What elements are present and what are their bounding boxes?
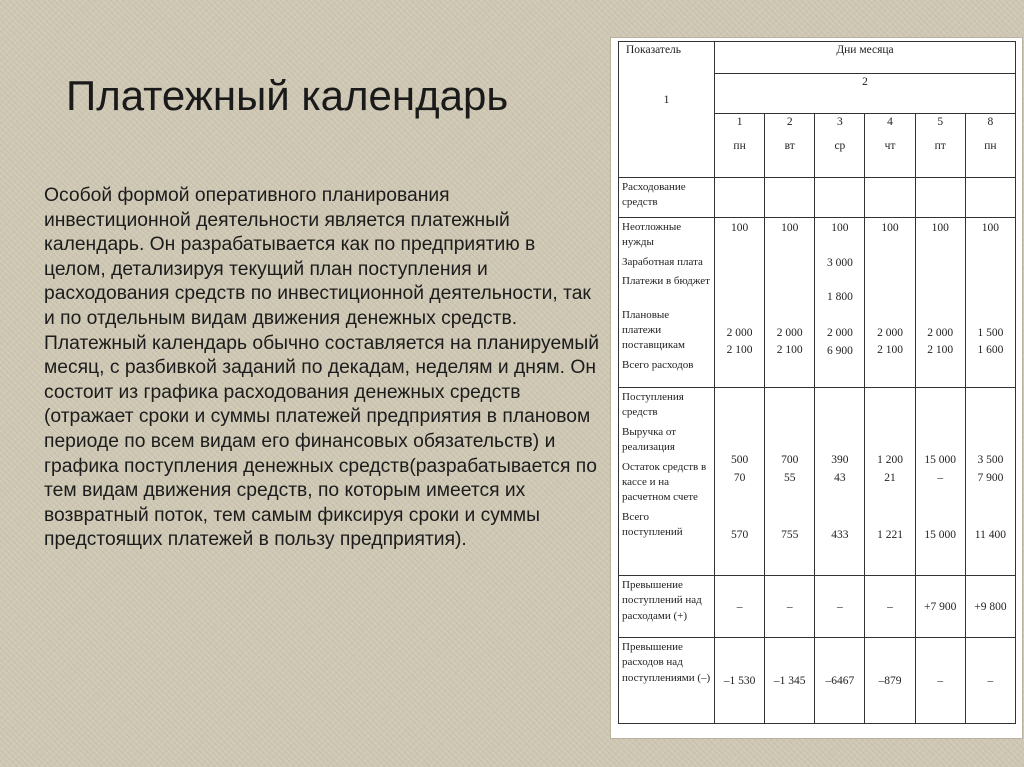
value: 2 000 [877, 326, 903, 339]
value: +9 800 [965, 576, 1015, 638]
value [868, 272, 911, 325]
value: 2 000 [927, 326, 954, 339]
column-number-1: 1 [663, 94, 670, 106]
excess-income-label: Превышение поступлений над расходами (+) [619, 576, 715, 638]
empty-cell [715, 178, 765, 218]
income-label: Остаток средств в кассе и на расчетном счете [622, 460, 707, 504]
income-label: Поступления средств [622, 391, 684, 419]
value: 2 000 [726, 326, 753, 339]
payment-calendar-table-image [611, 38, 1022, 738]
value [768, 238, 811, 255]
spend-values-day [815, 218, 865, 388]
value [868, 238, 911, 255]
income-values-day [915, 388, 965, 576]
day-header [965, 114, 1015, 178]
value: 15 000 [924, 454, 957, 466]
day-of-week: пт [934, 140, 946, 152]
value: 2 100 [726, 344, 753, 357]
spend-label: Плановые платежи поставщикам [622, 308, 685, 352]
value: 100 [981, 222, 1000, 234]
value [919, 255, 962, 272]
value: 100 [781, 222, 799, 234]
empty-cell [865, 178, 915, 218]
value: – [815, 576, 865, 638]
value: 100 [931, 222, 949, 234]
value: 1 500 [977, 326, 1004, 339]
value: 70 [733, 471, 746, 484]
excess-spend-row [619, 638, 1016, 724]
spend-label: Всего расходов [622, 358, 694, 371]
value: 100 [831, 222, 849, 234]
spend-values-day [765, 218, 815, 388]
value: 21 [884, 471, 896, 484]
day-number: 8 [987, 116, 994, 128]
spend-values-day [715, 218, 765, 388]
column-number-2: 2 [715, 74, 1016, 114]
day-of-week: пн [733, 140, 746, 152]
income-label: Всего поступлений [622, 510, 683, 539]
day-header [765, 114, 815, 178]
day-header [865, 114, 915, 178]
day-number: 5 [937, 116, 944, 128]
value: 1 221 [877, 529, 903, 542]
empty-cell [815, 178, 865, 218]
day-number: 3 [837, 116, 843, 128]
day-of-week: пн [984, 140, 997, 152]
value: –6467 [815, 638, 865, 724]
value: 2 100 [877, 344, 903, 357]
spend-block-row [619, 218, 1016, 388]
empty-cell [965, 178, 1015, 218]
value: 500 [730, 454, 749, 466]
days-of-month-header: Дни месяца [715, 42, 1016, 74]
income-values-day [715, 388, 765, 576]
income-values-day [815, 388, 865, 576]
excess-income-row [619, 576, 1016, 638]
value [919, 272, 962, 325]
value: 15 000 [924, 529, 957, 542]
value: 570 [730, 529, 749, 542]
value: – [865, 576, 915, 638]
spend-label: Неотложные нужды [622, 221, 682, 249]
spend-values-day [915, 218, 965, 388]
day-of-week: ср [834, 140, 846, 152]
value: 7 900 [977, 471, 1004, 484]
day-number: 4 [887, 116, 893, 128]
value: 100 [730, 222, 749, 234]
value: 1 800 [826, 291, 853, 304]
body-paragraph: Особой формой оперативного планирования инвестиционной деятельности является платежный календарь. Он разрабатывается как по предприятию в целом, детализируя текущий план поступления и расходования средств по инвестиционной деятельности, так и по отдельным видам движения денежных средств. Платежный календарь обычно составляется на планируемый месяц, с разбивкой заданий по декадам, неделям и дням. Он состоит из графика расходования денежных средств (отражает сроки и суммы платежей предприятия в плановом периоде по всем видам его финансовых обязательств) и графика поступления денежных средств(разрабатывается по тем видам движения средств, по которым имеется их возвратный поток, тем самым фиксируя сроки и суммы предстоящих платежей в пользу предприятия). [44, 185, 600, 551]
slide-body-text [44, 184, 600, 553]
value: 755 [781, 529, 799, 542]
value [768, 272, 811, 325]
value: 43 [834, 471, 846, 484]
spend-values-day [965, 218, 1015, 388]
day-header [915, 114, 965, 178]
value [718, 272, 761, 325]
value: 55 [783, 471, 796, 484]
day-header [715, 114, 765, 178]
value: 11 400 [974, 529, 1006, 542]
value: – [915, 638, 965, 724]
value: 2 000 [826, 327, 853, 340]
value: 2 100 [927, 344, 954, 357]
value: 2 100 [776, 344, 803, 357]
value: 3 500 [977, 454, 1004, 466]
value [969, 238, 1012, 255]
value [919, 238, 962, 255]
day-of-week: вт [784, 140, 795, 152]
day-of-week: чт [884, 140, 896, 152]
value: –1 530 [715, 638, 765, 724]
value [768, 255, 811, 272]
day-number: 2 [786, 116, 793, 128]
spend-header-cell [619, 178, 715, 218]
day-number: 1 [736, 116, 743, 128]
value [969, 272, 1012, 325]
value [868, 255, 911, 272]
value: 700 [781, 454, 799, 466]
spend-label: Платежи в бюджет [622, 275, 710, 288]
value: – [765, 576, 815, 638]
excess-spend-label: Превышение расходов над поступлениями (–) [619, 638, 715, 724]
spend-labels-cell [619, 218, 715, 388]
value: 390 [831, 454, 849, 466]
value [718, 255, 761, 272]
value: 1 600 [977, 344, 1004, 357]
value: +7 900 [915, 576, 965, 638]
spend-label: Заработная плата [622, 255, 703, 268]
income-values-day [865, 388, 915, 576]
value: –1 345 [765, 638, 815, 724]
value: 433 [831, 529, 849, 542]
value: 3 000 [826, 256, 853, 269]
income-values-day [965, 388, 1015, 576]
value: 1 200 [877, 454, 903, 466]
empty-cell [915, 178, 965, 218]
income-labels-cell [619, 388, 715, 576]
value: – [965, 638, 1015, 724]
indicator-header-cell [619, 42, 715, 178]
value [718, 238, 761, 255]
income-values-day [765, 388, 815, 576]
spend-values-day [865, 218, 915, 388]
value [818, 272, 861, 289]
value [969, 255, 1012, 272]
day-header [815, 114, 865, 178]
value: 6 900 [826, 344, 853, 357]
slide-title: Платежный календарь [66, 72, 509, 119]
value: – [937, 471, 944, 484]
value: 100 [881, 222, 899, 234]
indicator-header: Показатель [626, 44, 682, 56]
income-block-row [619, 388, 1016, 576]
spend-header: Расходование средств [622, 181, 686, 209]
empty-cell [765, 178, 815, 218]
value: 2 000 [776, 326, 803, 339]
value: –879 [865, 638, 915, 724]
payment-calendar-table [618, 41, 1016, 724]
value: – [715, 576, 765, 638]
income-label: Выручка от реализация [622, 425, 677, 454]
